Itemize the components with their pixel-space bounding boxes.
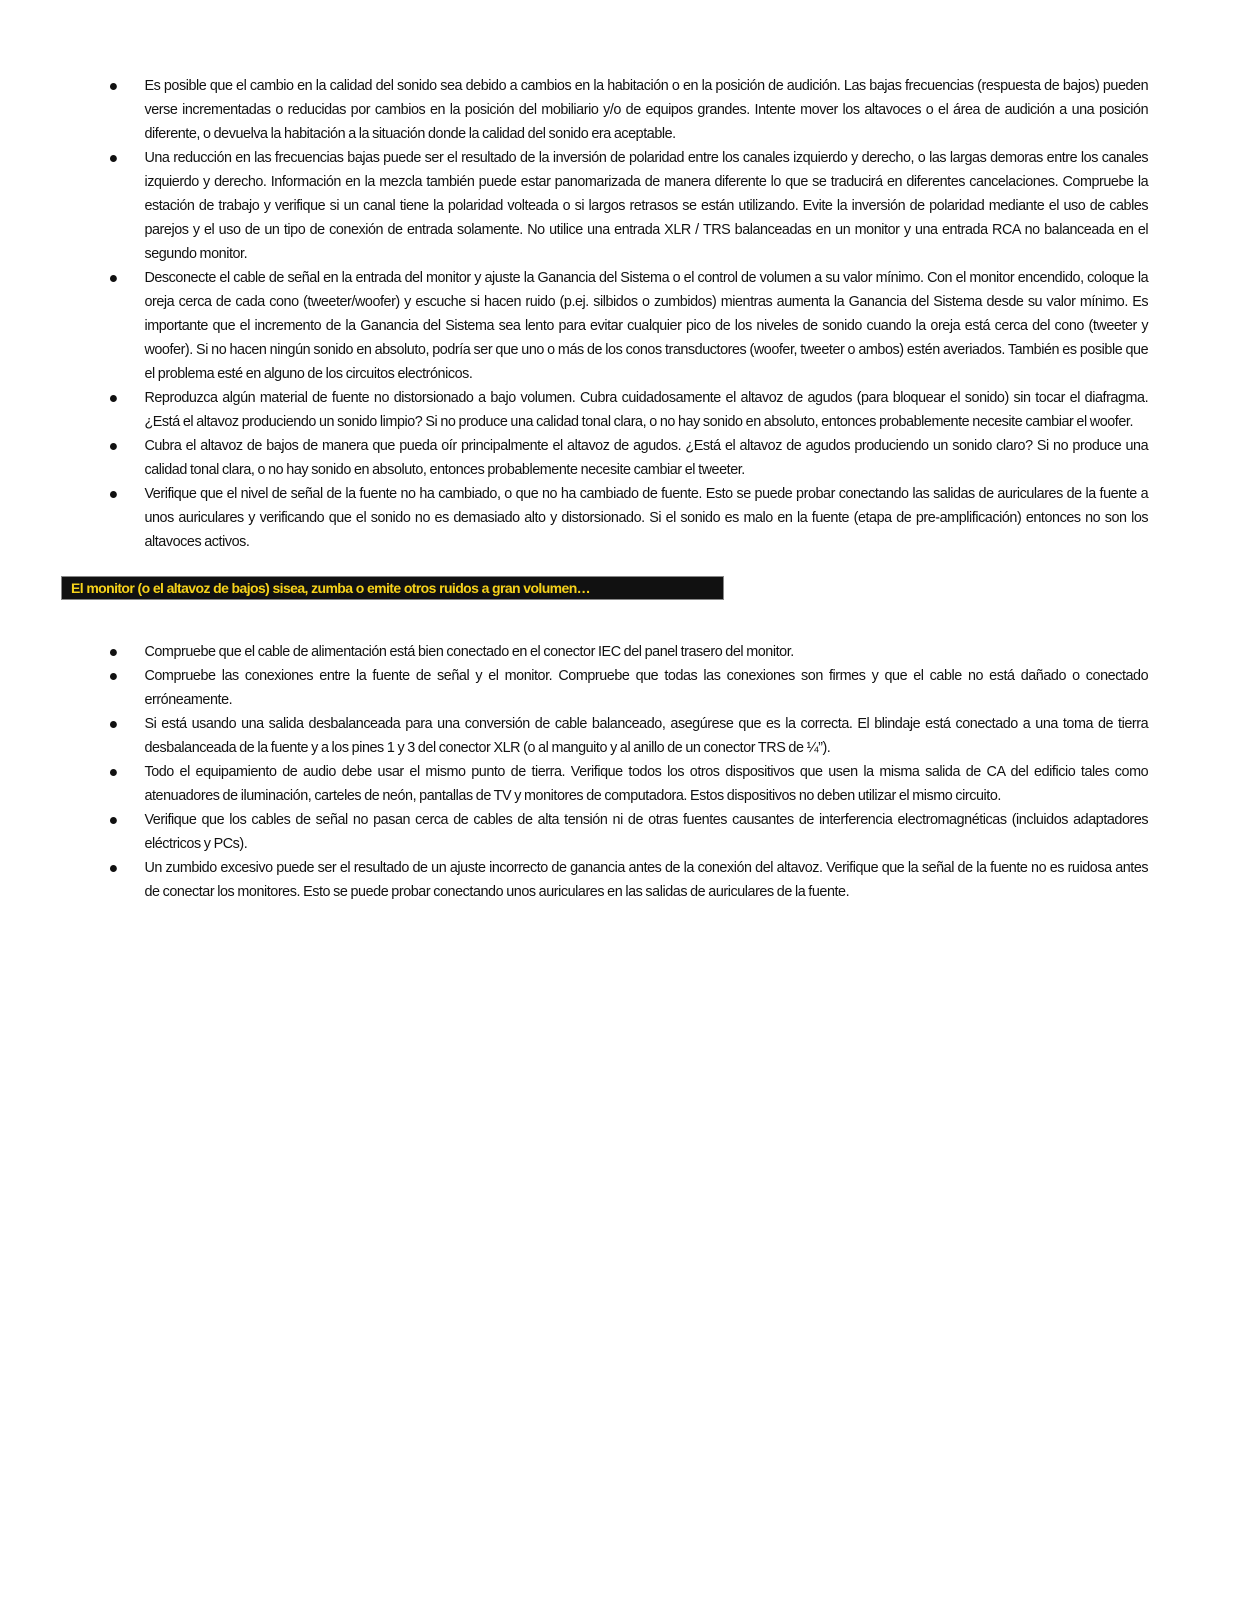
section-heading-noise: El monitor (o el altavoz de bajos) sisea, zumba o emite otros ruidos a gran volumen… — [61, 576, 724, 600]
list-item — [108, 664, 1148, 712]
troubleshooting-list-noise — [108, 640, 1164, 904]
list-item-text: Verifique que el nivel de señal de la fuente no ha cambiado, o que no ha cambiado de fuente. Esto se puede probar conectando las salidas de auriculares de la fuente a unos auriculares y verificando que el sonido no es demasiado alto y distorsionado. Si el sonido es malo en la fuente (etapa de pre-amplificación) entonces no son los altavoces activos. — [144, 486, 1149, 550]
bullet-icon — [110, 83, 117, 90]
list-item-text: Si está usando una salida desbalanceada para una conversión de cable balanceado, asegúrese que es la correcta. El blindaje está conectado a una toma de tierra desbalanceada de la fuente y a los pines 1 y 3 del conector XLR (o al manguito y al anillo de un conector TRS de ¼”). — [144, 716, 1149, 756]
list-item-text: Reproduzca algún material de fuente no distorsionado a bajo volumen. Cubra cuidadosamente el altavoz de agudos (para bloquear el sonido) sin tocar el diafragma. ¿Está el altavoz produciendo un sonido limpio? Si no produce una calidad tonal clara, o no hay sonido en absoluto, entonces probablemente necesite cambiar el woofer. — [144, 390, 1149, 430]
list-item — [108, 640, 1148, 664]
list-item-text: Cubra el altavoz de bajos de manera que pueda oír principalmente el altavoz de agudos. ¿Está el altavoz de agudos produciendo un sonido claro? Si no produce una calidad tonal clara, o no hay sonido en absoluto, entonces probablemente necesite cambiar el tweeter. — [144, 438, 1149, 478]
list-item-text: Verifique que los cables de señal no pasan cerca de cables de alta tensión ni de otras fuentes causantes de interferencia electromagnéticas (incluidos adaptadores eléctricos y PCs). — [144, 812, 1149, 852]
list-item-text: Un zumbido excesivo puede ser el resultado de un ajuste incorrecto de ganancia antes de la conexión del altavoz. Verifique que la señal de la fuente no es ruidosa antes de conectar los monitores. Esto se puede probar conectando unos auriculares en las salidas de auriculares de la fuente. — [144, 860, 1149, 900]
list-item-text: Desconecte el cable de señal en la entrada del monitor y ajuste la Ganancia del Sistema o el control de volumen a su valor mínimo. Con el monitor encendido, coloque la oreja cerca de cada cono (tweeter/woofer) y escuche si hacen ruido (p.ej. silbidos o zumbidos) mientras aumenta la Ganancia del Sistema desde su valor mínimo. Es importante que el incremento de la Ganancia del Sistema sea lento para evitar cualquier pico de los niveles de sonido cuando la oreja está cerca del cono (tweeter y woofer). Si no hacen ningún sonido en absoluto, podría ser que uno o más de los conos transductores (woofer, tweeter o ambos) estén averiados. También es posible que el problema esté en alguno de los circuitos electrónicos. — [144, 270, 1149, 382]
bullet-icon — [110, 395, 117, 402]
list-item — [108, 856, 1148, 904]
bullet-icon — [110, 769, 117, 776]
list-item-text: Compruebe que el cable de alimentación está bien conectado en el conector IEC del panel trasero del monitor. — [144, 644, 794, 660]
list-item-text: Compruebe las conexiones entre la fuente de señal y el monitor. Compruebe que todas las conexiones son firmes y que el cable no está dañado o conectado erróneamente. — [144, 668, 1149, 708]
list-item-text: Es posible que el cambio en la calidad del sonido sea debido a cambios en la habitación o en la posición de audición. Las bajas frecuencias (respuesta de bajos) pueden verse incrementadas o reducidas por cambios en la posición del mobiliario y/o de equipos grandes. Intente mover los altavoces o el área de audición a una posición diferente, o devuelva la habitación a la situación donde la calidad del sonido era aceptable. — [144, 78, 1149, 142]
list-item — [108, 266, 1148, 386]
list-item — [108, 386, 1148, 434]
bullet-icon — [110, 817, 117, 824]
list-item — [108, 434, 1148, 482]
list-item — [108, 146, 1148, 266]
list-item — [108, 482, 1148, 554]
bullet-icon — [110, 649, 117, 656]
bullet-icon — [110, 721, 117, 728]
bullet-icon — [110, 865, 117, 872]
troubleshooting-list-sound-quality — [108, 74, 1164, 554]
bullet-icon — [110, 673, 117, 680]
list-item — [108, 712, 1148, 760]
list-item-text: Todo el equipamiento de audio debe usar el mismo punto de tierra. Verifique todos los otros dispositivos que usen la misma salida de CA del edificio tales como atenuadores de iluminación, carteles de neón, pantallas de TV y monitores de computadora. Estos dispositivos no deben utilizar el mismo circuito. — [144, 764, 1149, 804]
list-item — [108, 760, 1148, 808]
list-item — [108, 808, 1148, 856]
bullet-icon — [110, 443, 117, 450]
bullet-icon — [110, 491, 117, 498]
bullet-icon — [110, 155, 117, 162]
list-item-text: Una reducción en las frecuencias bajas puede ser el resultado de la inversión de polaridad entre los canales izquierdo y derecho, o las largas demoras entre los canales izquierdo y derecho. Información en la mezcla también puede estar panomarizada de manera diferente lo que se traducirá en diferentes cancelaciones. Compruebe la estación de trabajo y verifique si un canal tiene la polaridad volteada o si largos retrasos se están utilizando. Evite la inversión de polaridad mediante el uso de cables parejos y el uso de un tipo de conexión de entrada solamente. No utilice una entrada XLR / TRS balanceadas en un monitor y una entrada RCA no balanceada en el segundo monitor. — [144, 150, 1149, 262]
bullet-icon — [110, 275, 117, 282]
list-item — [108, 74, 1148, 146]
